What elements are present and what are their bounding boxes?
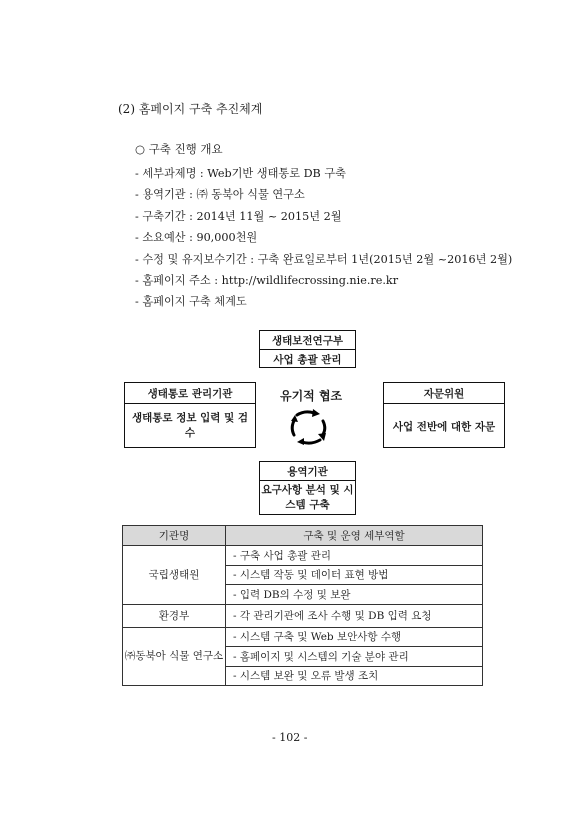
role-cell: - 시스템 구축 및 Web 보안사항 수행 [226, 627, 483, 647]
list-item: - 홈페이지 구축 체계도 [135, 295, 247, 309]
agency-cell: 환경부 [123, 604, 226, 627]
org-box-management-agency [124, 382, 256, 448]
table-row [123, 546, 483, 566]
list-item: - 세부과제명 : Web기반 생태통로 DB 구축 [135, 167, 346, 180]
org-box-title: 생태보전연구부 [271, 334, 343, 347]
role-cell: - 시스템 작동 및 데이터 표현 방법 [226, 565, 483, 585]
list-item: - 홈페이지 주소 : http://wildlifecrossing.nie.re.kr [135, 273, 399, 287]
overview-list [135, 163, 512, 313]
org-box-description: 사업 전반에 대한 자문 [384, 403, 504, 448]
table-header-row [123, 526, 483, 546]
list-item: - 구축기간 : 2014년 11월 ~ 2015년 2월 [135, 209, 342, 223]
cooperation-label: 유기적 협조 [280, 389, 343, 403]
org-box-description: 요구사항 분석 및 시스템 구축 [260, 480, 355, 515]
column-header-roles: 구축 및 운영 세부역할 [226, 526, 483, 546]
role-cell: - 구축 사업 총괄 관리 [226, 546, 483, 566]
table-row [123, 604, 483, 627]
org-box-title: 자문위원 [423, 387, 465, 400]
list-item: - 소요예산 : 90,000천원 [135, 231, 258, 245]
org-box-description: 생태통로 정보 입력 및 검수 [125, 403, 255, 448]
table-row [123, 627, 483, 647]
org-box-title: 용역기관 [287, 465, 328, 478]
org-box-advisory-committee [383, 382, 505, 448]
column-header-agency: 기관명 [123, 526, 226, 546]
list-item: - 용역기관 : ㈜ 동북아 식물 연구소 [135, 188, 305, 202]
role-cell: - 각 관리기관에 조사 수행 및 DB 입력 요청 [226, 604, 483, 627]
role-cell: - 입력 DB의 수정 및 보완 [226, 585, 483, 605]
org-box-research-division [259, 330, 356, 368]
org-box-description: 사업 총괄 관리 [260, 349, 355, 368]
cycle-arrows-icon [287, 409, 331, 445]
page-number: - 102 - [272, 731, 308, 744]
role-cell: - 시스템 보완 및 오류 발생 조치 [226, 666, 483, 686]
roles-table [122, 525, 483, 686]
list-item: - 수정 및 유지보수기간 : 구축 완료일로부터 1년(2015년 2월 ~2016년 2월) [135, 252, 513, 266]
agency-cell: ㈜동북아 식물 연구소 [123, 627, 226, 686]
role-cell: - 홈페이지 및 시스템의 기술 분야 관리 [226, 647, 483, 667]
org-box-contractor [259, 461, 356, 515]
agency-cell: 국립생태원 [123, 546, 226, 605]
overview-title: ○ 구축 진행 개요 [135, 142, 223, 156]
org-box-title: 생태통로 관리기관 [147, 387, 233, 400]
section-heading: (2) 홈페이지 구축 추진체계 [118, 102, 263, 116]
